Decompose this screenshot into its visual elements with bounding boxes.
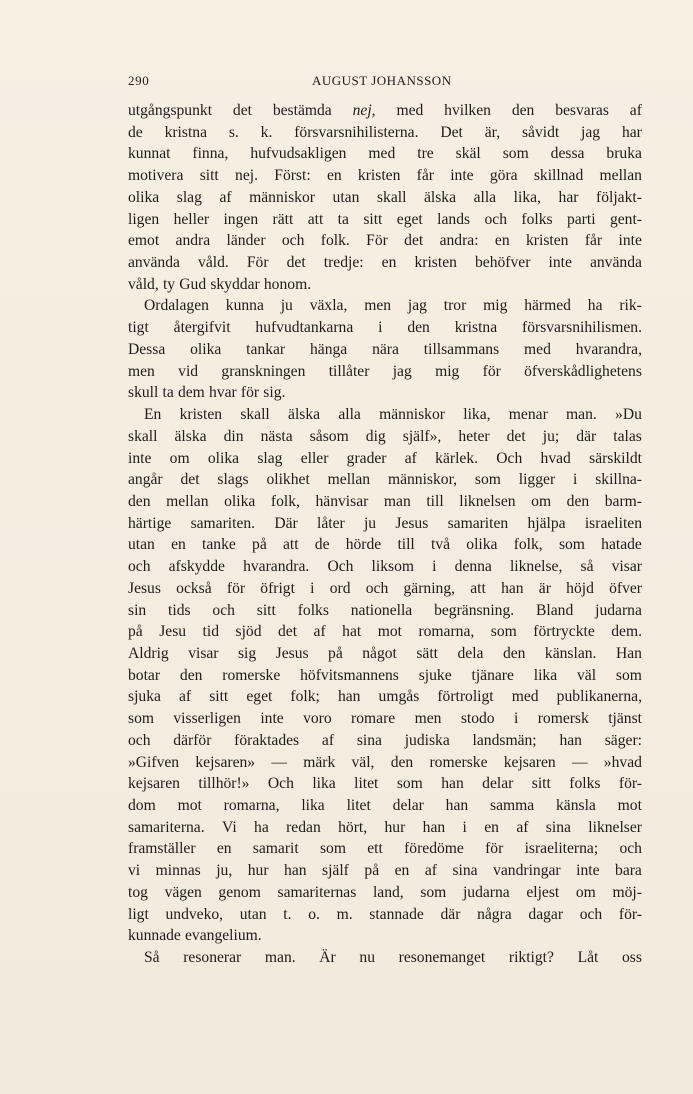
text-line: Dessa olika tankar hänga nära tillsammans med hvarandra, xyxy=(128,340,642,358)
text-line: den mellan olika folk, hänvisar man till liknelsen om den barm- xyxy=(128,492,642,510)
text-line: angår det slags olikhet mellan människor, som ligger i skillna- xyxy=(128,471,642,489)
text-line: Så resonerar man. Är nu resonemanget riktigt? Låt oss xyxy=(144,949,642,967)
text-line: kunnade evangelium. xyxy=(128,927,262,945)
text-line: de kristna s. k. försvarsnihilisterna. Det är, såvidt jag har xyxy=(128,123,642,141)
text-line: emot andra länder och folk. För det andra: en kristen får inte xyxy=(128,232,642,250)
page-number: 290 xyxy=(128,73,150,88)
text-line: Ordalagen kunna ju växla, men jag tror mig härmed ha rik- xyxy=(144,297,642,315)
text-line: härtige samariten. Där låter ju Jesus samariten hjälpa israeliten xyxy=(128,514,642,532)
text-line: och därför föraktades af sina judiska landsmän; han säger: xyxy=(128,731,642,749)
text-line: skull ta dem hvar för sig. xyxy=(128,384,286,402)
text-line: samariterna. Vi ha redan hört, hur han i en af sina liknelser xyxy=(128,818,642,836)
text-line: En kristen skall älska alla människor lika, menar man. »Du xyxy=(144,406,642,424)
text-line: framställer en samarit som ett föredöme för israeliterna; och xyxy=(128,840,642,858)
text-line: botar den romerske höfvitsmannens sjuke tjänare lika väl som xyxy=(128,666,642,684)
text-line: våld, ty Gud skyddar honom. xyxy=(128,275,312,293)
text-line: Aldrig visar sig Jesus på något sätt dela den känslan. Han xyxy=(128,644,642,662)
text-line: ligt undveko, utan t. o. m. stannade där några dagar och för- xyxy=(128,905,642,923)
text-line: men vid granskningen tillåter jag mig för öfverskådlighetens xyxy=(128,362,642,380)
text-line: och afskydde hvarandra. Och liksom i denna liknelse, så visar xyxy=(128,558,642,576)
page-header xyxy=(128,73,642,91)
text-line: utan en tanke på att de hörde till två olika folk, som hatade xyxy=(128,536,642,554)
body-text xyxy=(128,100,642,969)
text-line: tigt återgifvit hufvudtankarna i den kristna försvarsnihilismen. xyxy=(128,319,642,337)
text-line: på Jesu tid sjöd det af hat mot romarna, som förtryckte dem. xyxy=(128,623,642,641)
text-line: använda våld. För det tredje: en kristen behöfver inte använda xyxy=(128,254,642,272)
text-line: »Gifven kejsaren» — märk väl, den romerske kejsaren — »hvad xyxy=(128,753,642,771)
text-line: sjuka af sitt eget folk; han umgås förtroligt med publikanerna, xyxy=(128,688,642,706)
text-line: vi minnas ju, hur han själf på en af sina vandringar inte bara xyxy=(128,862,642,880)
text-line: kejsaren tillhör!» Och lika litet som han delar sitt folks för- xyxy=(128,775,642,793)
text-line: som visserligen inte voro romare men stodo i romersk tjänst xyxy=(128,710,642,728)
text-line: inte om olika slag eller grader af kärlek. Och hvad särskildt xyxy=(128,449,642,467)
text-line: skall älska din nästa såsom dig själf», heter det ju; där talas xyxy=(128,427,642,445)
running-title: AUGUST JOHANSSON xyxy=(312,73,452,88)
text-line: tog vägen genom samariternas land, som judarna eljest om möj- xyxy=(128,883,642,901)
text-line: motivera sitt nej. Först: en kristen får inte göra skillnad mellan xyxy=(128,167,642,185)
text-line: sin tids och sitt folks nationella begränsning. Bland judarna xyxy=(128,601,642,619)
text-line: Jesus också för öfrigt i ord och gärning, att han är höjd öfver xyxy=(128,579,642,597)
text-line: dom mot romarna, lika litet delar han samma känsla mot xyxy=(128,797,642,814)
text-line: olika slag af människor utan skall älska alla lika, har följakt- xyxy=(128,188,642,206)
text-line: ligen heller ingen rätt att ta sitt eget lands och folks parti gent- xyxy=(128,210,642,228)
text-line: kunnat finna, hufvudsakligen med tre skäl som dessa bruka xyxy=(128,145,642,163)
text-line: utgångspunkt det bestämda nej, med hvilken den besvaras af xyxy=(128,102,642,119)
